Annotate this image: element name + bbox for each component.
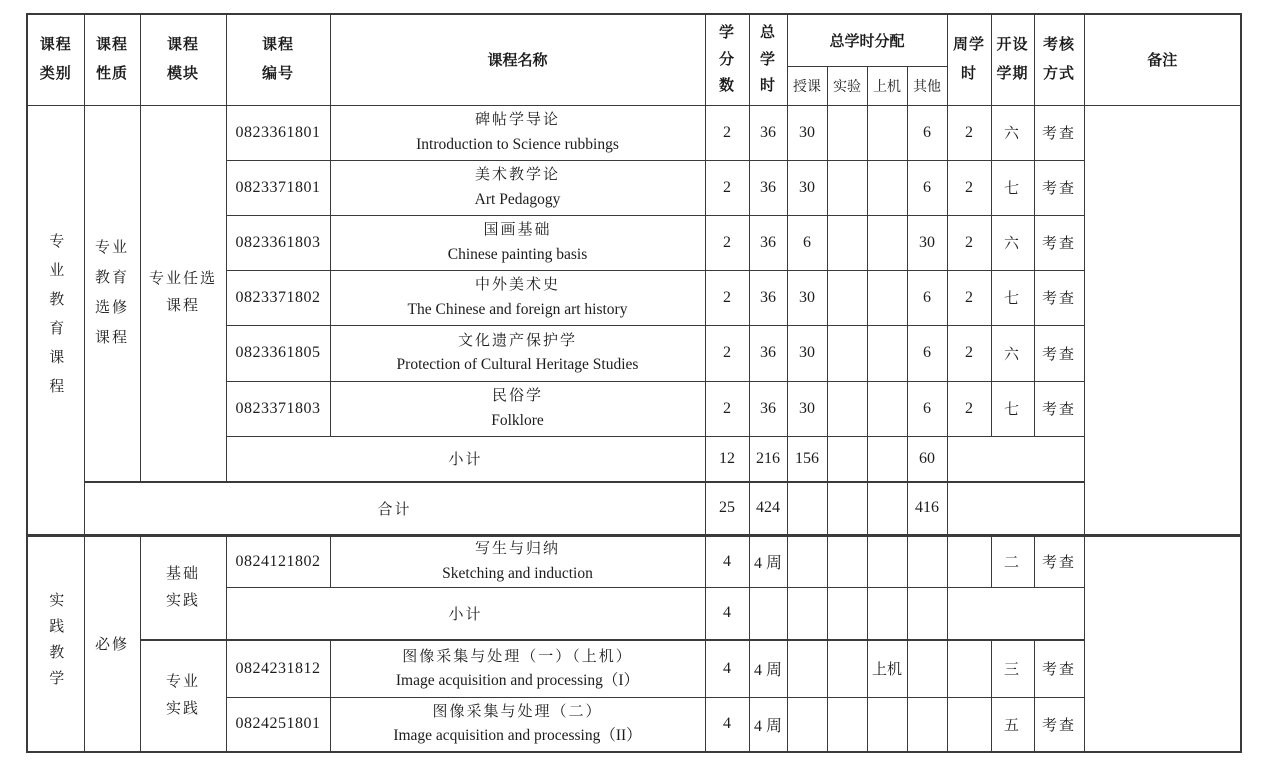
other-hours-cell: 6 — [907, 105, 947, 160]
category-cell-practice-teaching: 实践教学 — [27, 535, 84, 752]
total-hours-cell: 36 — [749, 381, 787, 436]
course-code-cell: 0823371801 — [226, 160, 330, 215]
empty-cell — [827, 587, 867, 640]
total-hours-cell: 4 周 — [749, 640, 787, 697]
weekly-hours-cell: 2 — [947, 381, 991, 436]
header-weekly-hours: 周学时 — [947, 14, 991, 105]
course-name-cell — [330, 105, 705, 160]
module-cell-optional: 专业任选课程 — [140, 105, 226, 482]
semester-cell: 七 — [991, 381, 1034, 436]
header-course-name: 课程名称 — [330, 14, 705, 105]
empty-cell — [867, 381, 907, 436]
credits-cell: 4 — [705, 535, 749, 587]
header-remarks: 备注 — [1084, 14, 1241, 105]
course-name-en: Sketching and induction — [442, 564, 593, 582]
course-name-en: Image acquisition and processing（I） — [395, 671, 640, 689]
empty-cell — [947, 640, 991, 697]
subtotal-other-hours: 60 — [907, 436, 947, 482]
weekly-hours-cell: 2 — [947, 160, 991, 215]
lecture-hours-cell: 6 — [787, 215, 827, 270]
course-code-cell: 0823361801 — [226, 105, 330, 160]
subtotal-credits: 12 — [705, 436, 749, 482]
course-name-en: Image acquisition and processing（II） — [393, 727, 642, 745]
empty-cell — [947, 697, 991, 752]
course-name-zh: 碑帖学导论 — [474, 112, 560, 129]
course-code-cell: 0823361803 — [226, 215, 330, 270]
subtotal-label: 小计 — [226, 587, 705, 640]
empty-cell — [867, 697, 907, 752]
empty-cell — [749, 587, 787, 640]
other-hours-cell: 6 — [907, 381, 947, 436]
empty-cell — [907, 535, 947, 587]
lecture-hours-cell: 30 — [787, 160, 827, 215]
empty-cell — [907, 587, 947, 640]
module-cell-basic-practice: 基础实践 — [140, 535, 226, 640]
total-hours-cell: 4 周 — [749, 697, 787, 752]
header-experiment: 实验 — [827, 66, 867, 105]
assessment-cell: 考查 — [1034, 640, 1084, 697]
empty-cell — [867, 160, 907, 215]
course-code-cell: 0824231812 — [226, 640, 330, 697]
empty-cell — [907, 697, 947, 752]
empty-cell — [867, 270, 907, 325]
empty-cell — [947, 436, 1084, 482]
empty-cell — [827, 482, 867, 535]
credits-cell: 2 — [705, 215, 749, 270]
semester-cell: 六 — [991, 105, 1034, 160]
course-name-en: Art Pedagogy — [474, 190, 561, 208]
total-hours-cell: 36 — [749, 270, 787, 325]
assessment-cell: 考查 — [1034, 697, 1084, 752]
nature-cell-required: 必修 — [84, 535, 140, 752]
course-name-en: Introduction to Science rubbings — [416, 135, 619, 153]
subtotal-label: 小计 — [226, 436, 705, 482]
empty-cell — [867, 105, 907, 160]
empty-cell — [787, 535, 827, 587]
empty-cell — [787, 640, 827, 697]
course-name-en: Chinese painting basis — [447, 245, 588, 263]
header-lecture: 授课 — [787, 66, 827, 105]
header-row-1 — [27, 14, 1241, 66]
course-code-cell: 0824251801 — [226, 697, 330, 752]
empty-cell — [907, 640, 947, 697]
course-code-cell: 0823371802 — [226, 270, 330, 325]
module-cell-major-practice: 专业实践 — [140, 640, 226, 752]
empty-cell — [827, 105, 867, 160]
category-cell-major-education: 专业教育课程 — [27, 105, 84, 535]
other-hours-cell: 6 — [907, 270, 947, 325]
empty-cell — [947, 587, 1084, 640]
subtotal-lecture-hours: 156 — [787, 436, 827, 482]
weekly-hours-cell: 2 — [947, 325, 991, 381]
course-name-zh: 美术教学论 — [474, 167, 560, 184]
other-hours-cell: 6 — [907, 160, 947, 215]
empty-cell — [867, 325, 907, 381]
nature-cell-elective: 专业教育选修课程 — [84, 105, 140, 482]
lecture-hours-cell: 30 — [787, 270, 827, 325]
header-course-code: 课程编号 — [226, 14, 330, 105]
assessment-cell: 考查 — [1034, 215, 1084, 270]
header-course-category: 课程类别 — [27, 14, 84, 105]
course-row — [27, 535, 1241, 587]
grand-total-total-hours: 424 — [749, 482, 787, 535]
weekly-hours-cell: 2 — [947, 105, 991, 160]
course-name-zh: 图像采集与处理（二） — [432, 704, 603, 720]
assessment-cell: 考查 — [1034, 160, 1084, 215]
semester-cell: 五 — [991, 697, 1034, 752]
course-row — [27, 640, 1241, 697]
assessment-cell: 考查 — [1034, 325, 1084, 381]
credits-cell: 4 — [705, 640, 749, 697]
grand-total-other-hours: 416 — [907, 482, 947, 535]
empty-cell — [827, 270, 867, 325]
course-name-cell — [330, 325, 705, 381]
semester-cell: 六 — [991, 325, 1034, 381]
course-name-zh: 中外美术史 — [474, 277, 560, 294]
course-row — [27, 105, 1241, 160]
course-name-zh: 文化遗产保护学 — [457, 332, 577, 349]
header-credits: 学分数 — [705, 14, 749, 105]
empty-cell — [867, 482, 907, 535]
empty-cell — [827, 160, 867, 215]
empty-cell — [947, 482, 1084, 535]
course-name-cell — [330, 160, 705, 215]
course-code-cell: 0823371803 — [226, 381, 330, 436]
total-hours-cell: 36 — [749, 160, 787, 215]
semester-cell: 二 — [991, 535, 1034, 587]
course-name-cell — [330, 640, 705, 697]
empty-cell — [867, 215, 907, 270]
course-name-zh: 写生与归纳 — [474, 541, 560, 558]
empty-cell — [947, 535, 991, 587]
assessment-cell: 考查 — [1034, 381, 1084, 436]
remarks-cell — [1084, 535, 1241, 752]
course-name-zh: 民俗学 — [491, 388, 543, 405]
header-other: 其他 — [907, 66, 947, 105]
course-name-zh: 图像采集与处理（一）（上机） — [402, 648, 633, 665]
credits-cell: 2 — [705, 325, 749, 381]
header-semester: 开设学期 — [991, 14, 1034, 105]
course-name-en: The Chinese and foreign art history — [407, 300, 628, 318]
lecture-hours-cell: 30 — [787, 381, 827, 436]
semester-cell: 七 — [991, 270, 1034, 325]
empty-cell — [827, 325, 867, 381]
total-hours-cell: 36 — [749, 325, 787, 381]
course-code-cell: 0824121802 — [226, 535, 330, 587]
weekly-hours-cell: 2 — [947, 270, 991, 325]
credits-cell: 2 — [705, 105, 749, 160]
grand-total-credits: 25 — [705, 482, 749, 535]
course-name-cell — [330, 381, 705, 436]
empty-cell — [827, 381, 867, 436]
course-name-cell — [330, 697, 705, 752]
credits-cell: 4 — [705, 697, 749, 752]
remarks-cell — [1084, 105, 1241, 535]
course-code-cell: 0823361805 — [226, 325, 330, 381]
assessment-cell: 考查 — [1034, 105, 1084, 160]
assessment-cell: 考查 — [1034, 535, 1084, 587]
other-hours-cell: 30 — [907, 215, 947, 270]
empty-cell — [787, 587, 827, 640]
subtotal-credits: 4 — [705, 587, 749, 640]
total-hours-cell: 4 周 — [749, 535, 787, 587]
empty-cell — [827, 640, 867, 697]
empty-cell — [867, 587, 907, 640]
empty-cell — [787, 482, 827, 535]
course-name-cell — [330, 270, 705, 325]
semester-cell: 七 — [991, 160, 1034, 215]
header-computer: 上机 — [867, 66, 907, 105]
credits-cell: 2 — [705, 160, 749, 215]
empty-cell — [827, 697, 867, 752]
empty-cell — [867, 436, 907, 482]
empty-cell — [827, 535, 867, 587]
header-total-hours: 总学时 — [749, 14, 787, 105]
course-name-zh: 国画基础 — [483, 222, 552, 239]
total-hours-cell: 36 — [749, 105, 787, 160]
empty-cell — [827, 436, 867, 482]
credits-cell: 2 — [705, 381, 749, 436]
grand-total-row — [27, 482, 1241, 535]
grand-total-label: 合计 — [84, 482, 705, 535]
total-hours-cell: 36 — [749, 215, 787, 270]
lecture-hours-cell: 30 — [787, 105, 827, 160]
empty-cell — [787, 697, 827, 752]
empty-cell — [867, 535, 907, 587]
lecture-hours-cell: 30 — [787, 325, 827, 381]
weekly-hours-cell: 2 — [947, 215, 991, 270]
computer-hours-cell: 上机 — [867, 640, 907, 697]
header-course-module: 课程模块 — [140, 14, 226, 105]
header-course-nature: 课程性质 — [84, 14, 140, 105]
subtotal-total-hours: 216 — [749, 436, 787, 482]
empty-cell — [827, 215, 867, 270]
course-name-cell — [330, 215, 705, 270]
course-name-en: Protection of Cultural Heritage Studies — [396, 356, 639, 373]
credits-cell: 2 — [705, 270, 749, 325]
course-name-en: Folklore — [491, 411, 544, 429]
assessment-cell: 考查 — [1034, 270, 1084, 325]
course-name-cell — [330, 535, 705, 587]
header-hours-distribution: 总学时分配 — [787, 14, 947, 66]
semester-cell: 六 — [991, 215, 1034, 270]
semester-cell: 三 — [991, 640, 1034, 697]
curriculum-table — [26, 13, 1242, 753]
other-hours-cell: 6 — [907, 325, 947, 381]
header-assessment: 考核方式 — [1034, 14, 1084, 105]
